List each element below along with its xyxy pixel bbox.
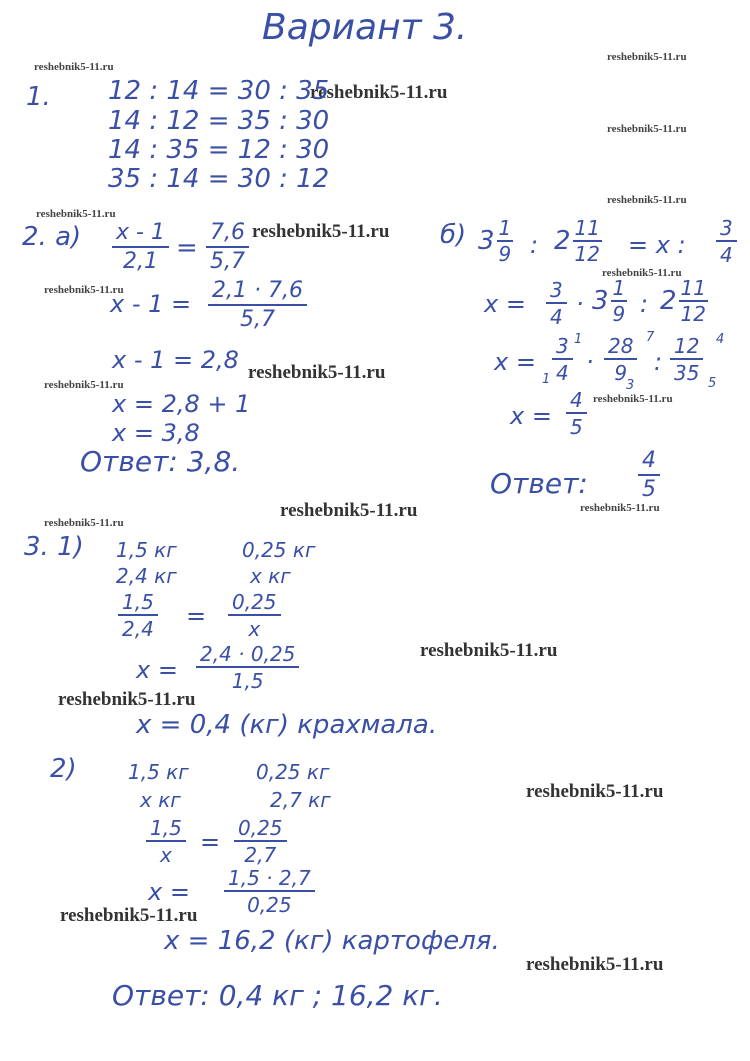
equation-left: x = [494,348,536,376]
answer: Ответ: 0,4 кг ; 16,2 кг. [112,979,443,1012]
denominator: 5,7 [210,249,245,274]
answer: Ответ: 3,8. [80,445,241,478]
watermark: reshebnik5-11.ru [310,82,448,103]
data-value: 2,7 кг [270,788,331,812]
data-value: x кг [250,564,291,588]
denominator: 5 [570,415,583,439]
equation-line: x = 3,8 [112,419,200,447]
equation-left: x = [510,402,552,430]
equals-sign: = [186,602,207,630]
numerator: 4 [638,450,660,476]
task1-line: 12 : 14 = 30 : 35 [108,76,330,106]
watermark: reshebnik5-11.ru [44,517,124,529]
denominator: 2,1 [122,249,158,274]
numerator: 1 [498,216,512,240]
numerator: 0,25 [234,818,287,842]
cancel-mark: 3 [626,378,635,393]
watermark: reshebnik5-11.ru [526,781,664,802]
equation-left: x - 1 = [110,290,192,318]
watermark: reshebnik5-11.ru [44,379,124,391]
task1-line: 35 : 14 = 30 : 12 [108,164,330,194]
fraction [566,390,587,437]
fraction [228,592,281,639]
denominator: 9 [614,361,628,385]
equation-left: x = [148,878,190,906]
numerator: 1 [612,276,626,300]
denominator: 12 [574,242,600,266]
watermark: reshebnik5-11.ru [58,689,196,710]
watermark: reshebnik5-11.ru [34,61,114,73]
task2a-number: 2. а) [22,222,82,252]
cancel-mark: 5 [708,376,717,391]
watermark: reshebnik5-11.ru [607,123,687,135]
denominator: 5 [642,477,656,502]
data-value: 1,5 кг [116,538,177,562]
fraction [206,222,249,273]
denominator: x [248,617,261,641]
equation-left: x = [484,290,526,318]
denominator: 4 [556,361,569,385]
numerator: 1,5 [118,592,158,616]
numerator: 3 [716,218,737,242]
numerator: 2,4 · 0,25 [196,644,299,668]
numerator: 0,25 [228,592,281,616]
mixed-number [592,278,627,324]
equation-left: x = [136,656,178,684]
whole-part: 2 [554,226,571,256]
fraction [234,818,287,865]
numerator: 2,1 · 7,6 [208,280,307,306]
fraction [670,336,703,383]
watermark: reshebnik5-11.ru [526,954,664,975]
cancel-mark: 4 [716,332,725,347]
denominator: 9 [498,242,512,266]
watermark: reshebnik5-11.ru [44,284,124,296]
whole-part: 3 [478,226,495,256]
task3-part2-label: 2) [50,754,77,784]
fraction [552,336,573,383]
mixed-number [554,218,602,264]
watermark: reshebnik5-11.ru [248,362,386,383]
equals-sign: = [176,233,198,263]
equation-middle: = x : [628,231,686,259]
task2b-label: б) [440,220,467,250]
numerator: 4 [566,390,587,414]
mixed-number [478,218,513,264]
numerator: 3 [546,280,567,304]
numerator: 3 [552,336,573,360]
watermark: reshebnik5-11.ru [420,640,558,661]
dot-sign: · [576,290,584,318]
numerator: 7,6 [206,222,249,248]
equation-line: x = 2,8 + 1 [112,390,251,418]
denominator: 12 [680,302,706,326]
denominator: 4 [550,305,563,329]
fraction [604,336,637,383]
data-value: 0,25 кг [256,760,330,784]
result-line: x = 0,4 (кг) крахмала. [136,710,438,740]
denominator: 9 [612,302,626,326]
whole-part: 3 [592,286,609,316]
denominator: 4 [720,243,733,267]
watermark: reshebnik5-11.ru [593,393,673,405]
watermark: reshebnik5-11.ru [580,502,660,514]
task3-number: 3. 1) [24,532,84,562]
numerator: 11 [574,216,600,240]
equals-sign: = [200,828,221,856]
data-value: 0,25 кг [242,538,316,562]
denominator: 1,5 [231,669,264,693]
numerator: 11 [680,276,706,300]
data-value: 2,4 кг [116,564,177,588]
data-value: x кг [140,788,181,812]
watermark: reshebnik5-11.ru [602,267,682,279]
answer-fraction [638,450,660,501]
answer-label: Ответ: [490,467,588,500]
page-heading: Вариант 3. [262,7,468,48]
watermark: reshebnik5-11.ru [60,905,198,926]
watermark: reshebnik5-11.ru [36,208,116,220]
mixed-number [660,278,708,324]
numerator: 12 [670,336,703,360]
numerator: 1,5 [146,818,186,842]
task1-number: 1. [26,82,51,112]
colon-sign: : [640,290,649,318]
denominator: 0,25 [247,893,292,917]
dot-sign: · [586,348,594,376]
denominator: 2,4 [122,617,154,641]
watermark: reshebnik5-11.ru [280,500,418,521]
fraction [112,222,169,273]
fraction [546,280,567,327]
denominator: 2,7 [244,843,277,867]
denominator: x [159,843,172,867]
cancel-mark: 1 [542,372,551,387]
denominator: 35 [674,361,700,385]
fraction [716,218,737,265]
numerator: x - 1 [112,222,169,248]
result-line: x = 16,2 (кг) картофеля. [164,926,500,956]
numerator: 1,5 · 2,7 [224,868,315,892]
fraction [208,280,307,331]
data-value: 1,5 кг [128,760,189,784]
fraction [118,592,158,639]
denominator: 5,7 [239,307,275,332]
task1-line: 14 : 35 = 12 : 30 [108,135,330,165]
colon-sign: : [654,348,663,376]
watermark: reshebnik5-11.ru [252,221,390,242]
cancel-mark: 7 [646,330,655,345]
fraction [224,868,315,915]
cancel-mark: 1 [574,332,583,347]
equation-line: x - 1 = 2,8 [112,346,239,374]
whole-part: 2 [660,286,677,316]
watermark: reshebnik5-11.ru [607,51,687,63]
numerator: 28 [604,336,637,360]
fraction [146,818,186,865]
task1-line: 14 : 12 = 35 : 30 [108,106,330,136]
watermark: reshebnik5-11.ru [607,194,687,206]
colon-sign: : [530,231,539,259]
fraction [196,644,299,691]
